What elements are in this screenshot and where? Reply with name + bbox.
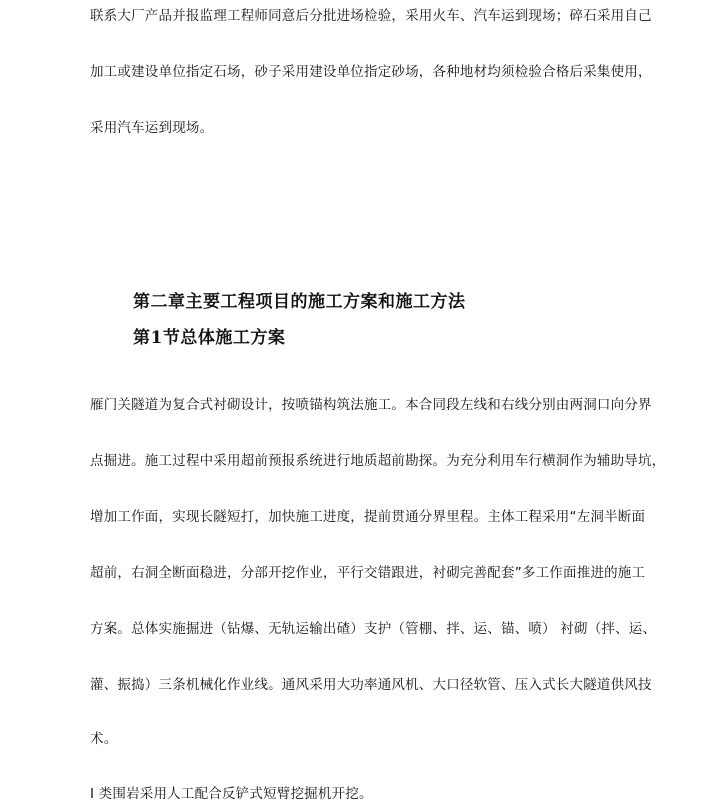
paragraph-2-line-7: 术。: [90, 731, 118, 747]
paragraph-1-line-1: 联系大厂产品并报监理工程师同意后分批进场检验，采用火车、汽车运到现场；碎石采用自己: [90, 8, 652, 24]
chapter-heading: 第二章主要工程项目的施工方案和施工方法: [133, 292, 466, 312]
paragraph-1-line-2: 加工或建设单位指定石场，砂子采用建设单位指定砂场，各种地材均须检验合格后采集使用，: [90, 64, 652, 80]
paragraph-2-line-3: 增加工作面，实现长隧短打，加快施工进度，提前贯通分界里程。主体工程采用“左洞半断面: [90, 509, 646, 525]
paragraph-2-line-6: 灌、振捣）三条机械化作业线。通风采用大功率通风机、大口径软管、压入式长大隧道供风技: [90, 677, 652, 693]
paragraph-3-line-1: Ⅰ 类围岩采用人工配合反铲式短臂挖掘机开挖。: [90, 786, 373, 802]
paragraph-2-line-2: 点掘进。施工过程中采用超前预报系统进行地质超前勘探。为充分利用车行横洞作为辅助导坑，: [90, 453, 666, 469]
paragraph-2-line-1: 雁门关隧道为复合式衬砌设计，按喷锚构筑法施工。本合同段左线和右线分别由两洞口向分界: [90, 397, 652, 413]
section-heading: 第1节总体施工方案: [133, 328, 286, 348]
paragraph-1-line-3: 采用汽车运到现场。: [90, 120, 214, 136]
paragraph-2-line-4: 超前，右洞全断面稳进，分部开挖作业，平行交错跟进，衬砌完善配套”多工作面推进的施工: [90, 565, 646, 581]
paragraph-2-line-5: 方案。总体实施掘进（钻爆、无轨运输出碴）支护（管棚、拌、运、锚、喷） 衬砌（拌、运、: [90, 621, 657, 637]
